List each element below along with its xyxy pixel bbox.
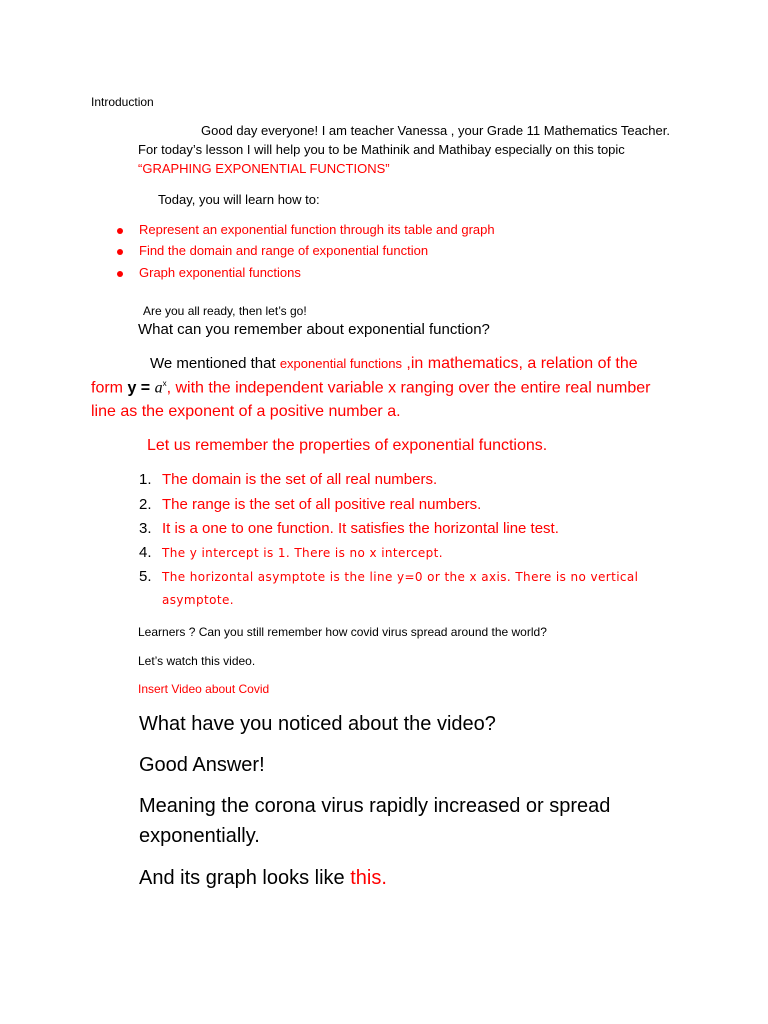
learn-item-3: Graph exponential functions	[139, 265, 301, 280]
graph-link[interactable]: this.	[350, 867, 387, 889]
property-item-3: It is a one to one function. It satisfies the horizontal line test.	[162, 520, 559, 537]
watch-text: Let’s watch this video.	[138, 654, 256, 668]
learn-item-1: Represent an exponential function through its table and graph	[139, 222, 495, 237]
lesson-text: For today’s lesson I will help you to be Mathinik and Mathibay especially on this topic	[138, 142, 625, 157]
property-item-5: The horizontal asymptote is the line y=0 or the x axis. There is no vertical	[162, 570, 639, 584]
property-number: 3.	[139, 520, 152, 537]
definition-line-1	[150, 355, 638, 373]
definition-lead: We mentioned that	[150, 355, 280, 372]
definition-rest2: , with the independent variable x ranging over the entire real number	[166, 379, 651, 397]
property-item-4: The y intercept is 1. There is no x intercept.	[162, 546, 444, 560]
bullet-icon	[117, 249, 123, 255]
bullet-icon	[117, 228, 123, 234]
property-number: 4.	[139, 544, 152, 561]
property-number: 2.	[139, 496, 152, 513]
learn-lead: Today, you will learn how to:	[158, 192, 320, 207]
intro-heading: Introduction	[91, 95, 154, 109]
noticed-question: What have you noticed about the video?	[139, 713, 496, 735]
property-item-1: The domain is the set of all real numbers.	[162, 471, 438, 488]
greeting-text: Good day everyone! I am teacher Vanessa , your Grade 11 Mathematics Teacher.	[201, 123, 670, 138]
property-item-2: The range is the set of all positive real numbers.	[162, 496, 482, 513]
graph-line	[139, 867, 387, 890]
remember-question: What can you remember about exponential function?	[138, 321, 490, 338]
graph-lead: And its graph looks like	[139, 867, 351, 889]
meaning-line-1: Meaning the corona virus rapidly increased or spread	[139, 795, 611, 817]
property-number: 5.	[139, 568, 152, 585]
definition-form-prefix: form	[91, 379, 128, 397]
meaning-line-2: exponentially.	[139, 825, 260, 847]
definition-line-3: line as the exponent of a positive number a.	[91, 403, 401, 420]
good-answer: Good Answer!	[139, 754, 265, 776]
insert-video-link[interactable]: Insert Video about Covid	[138, 682, 270, 696]
learn-item-2: Find the domain and range of exponential function	[139, 243, 429, 258]
definition-y-eq: y =	[127, 379, 155, 397]
definition-rest1: ,in mathematics, a relation of the	[401, 355, 638, 372]
definition-line-2	[91, 379, 650, 397]
ready-text: Are you all ready, then let’s go!	[143, 304, 307, 318]
topic-title: “GRAPHING EXPONENTIAL FUNCTIONS”	[138, 161, 390, 176]
property-number: 1.	[139, 471, 152, 488]
definition-exp: x	[162, 379, 167, 388]
bullet-icon	[117, 271, 123, 277]
definition-term: exponential functions	[279, 356, 402, 371]
covid-question: Learners ? Can you still remember how covid virus spread around the world?	[138, 625, 547, 639]
property-item-5-cont: asymptote.	[162, 593, 234, 607]
properties-lead: Let us remember the properties of exponential functions.	[147, 437, 548, 454]
definition-base: a	[154, 379, 163, 397]
